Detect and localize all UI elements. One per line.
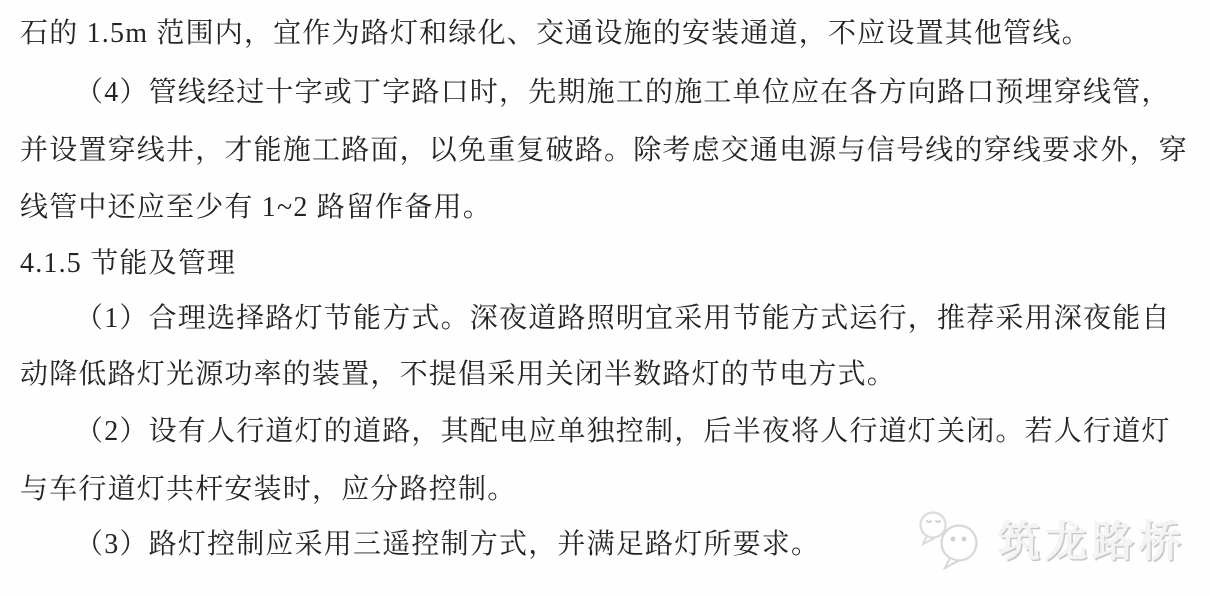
- document-line: （3）路灯控制应采用三遥控制方式，并满足路灯所要求。: [75, 529, 821, 560]
- watermark: [916, 508, 1186, 570]
- document-line: 线管中还应至少有 1~2 路留作备用。: [20, 192, 492, 223]
- document-line: 石的 1.5m 范围内，宜作为路灯和绿化、交通设施的安装通道，不应设置其他管线。: [20, 18, 1091, 49]
- watermark-brand-text: 筑龙路桥: [997, 520, 1186, 566]
- document-line: 并设置穿线井，才能施工路面，以免重复破路。除考虑交通电源与信号线的穿线要求外，穿: [20, 135, 1189, 166]
- document-line: 与车行道灯共杆安装时，应分路控制。: [20, 474, 517, 505]
- document-line: （1）合理选择路灯节能方式。深夜道路照明宜采用节能方式运行，推荐采用深夜能自: [75, 303, 1171, 334]
- document-line: 动降低路灯光源功率的装置，不提倡采用关闭半数路灯的节电方式。: [20, 359, 897, 390]
- document-line: （4）管线经过十字或丁字路口时，先期施工的施工单位应在各方向路口预埋穿线管，: [75, 77, 1171, 108]
- wechat-chat-bubbles-icon: [916, 508, 988, 570]
- document-line: （2）设有人行道灯的道路，其配电应单独控制，后半夜将人行道灯关闭。若人行道灯: [75, 416, 1171, 447]
- section-heading: 4.1.5 节能及管理: [20, 248, 237, 279]
